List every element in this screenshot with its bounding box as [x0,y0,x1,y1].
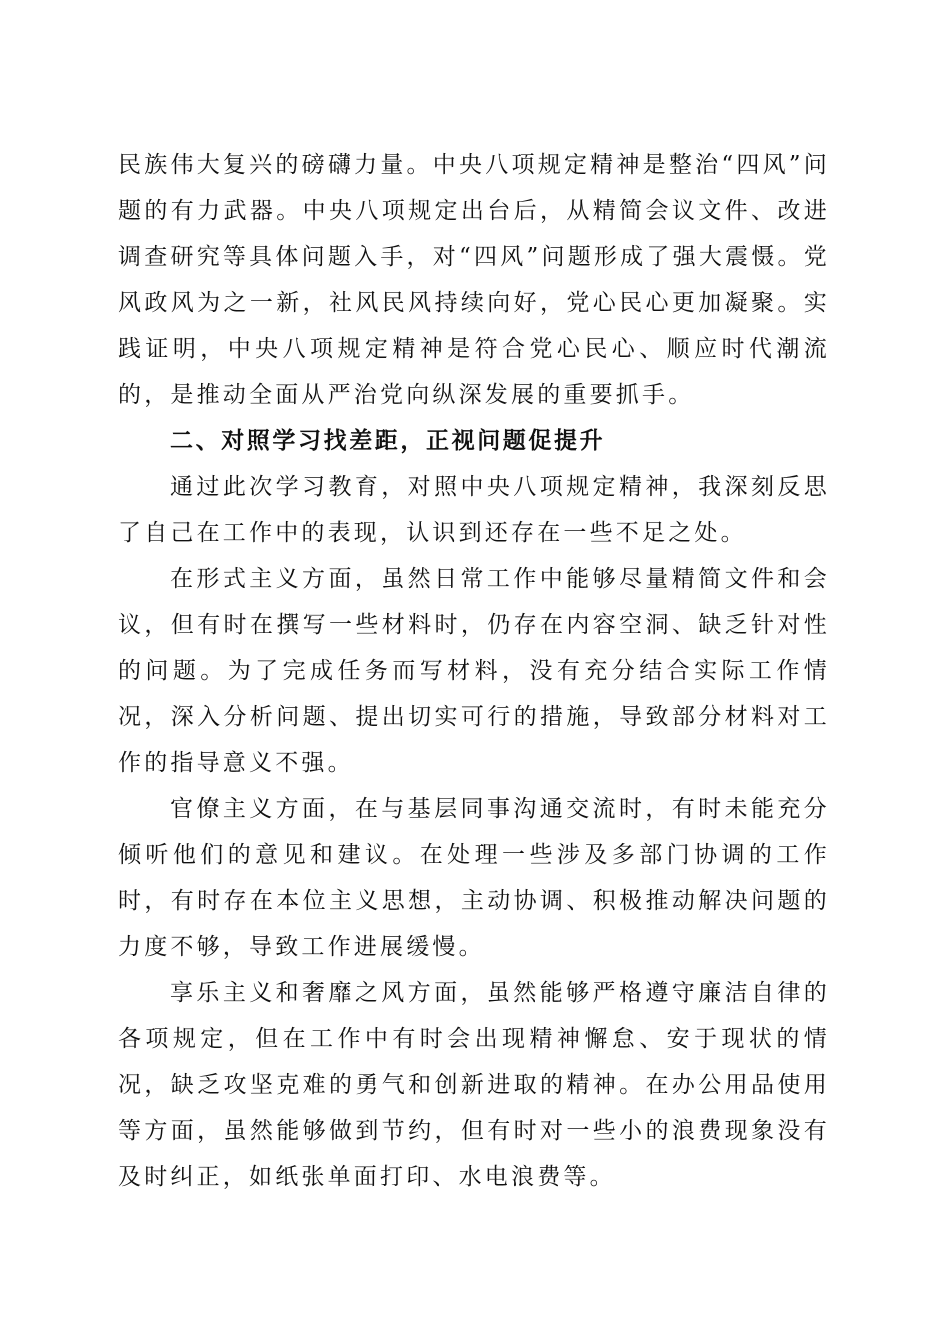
document-body [118,142,830,1200]
paragraph-hedonism-extravagance: 享乐主义和奢靡之风方面，虽然能够严格遵守廉洁自律的各项规定，但在工作中有时会出现精神懈怠、安于现状的情况，缺乏攻坚克难的勇气和创新进取的精神。在办公用品使用等方面，虽然能够做到节约，但有时对一些小的浪费现象没有及时纠正，如纸张单面打印、水电浪费等。 [118,980,830,1190]
paragraph-bureaucratism: 官僚主义方面，在与基层同事沟通交流时，有时未能充分倾听他们的意见和建议。在处理一些涉及多部门协调的工作时，有时存在本位主义思想，主动协调、积极推动解决问题的力度不够，导致工作进展缓慢。 [118,796,830,960]
section-heading: 二、对照学习找差距，正视问题促提升 [170,428,606,454]
paragraph-reflection-intro: 通过此次学习教育，对照中央八项规定精神，我深刻反思了自己在工作中的表现，认识到还存在一些不足之处。 [118,474,830,546]
continued-paragraph: 民族伟大复兴的磅礴力量。中央八项规定精神是整治“四风”问题的有力武器。中央八项规定出台后，从精简会议文件、改进调查研究等具体问题入手，对“四风”问题形成了强大震慑。党风政风为之一新，社风民风持续向好，党心民心更加凝聚。实践证明，中央八项规定精神是符合党心民心、顺应时代潮流的，是推动全面从严治党向纵深发展的重要抓手。 [118,152,830,408]
paragraph-formalism: 在形式主义方面，虽然日常工作中能够尽量精简文件和会议，但有时在撰写一些材料时，仍存在内容空洞、缺乏针对性的问题。为了完成任务而写材料，没有充分结合实际工作情况，深入分析问题、提出切实可行的措施，导致部分材料对工作的指导意义不强。 [118,566,830,776]
